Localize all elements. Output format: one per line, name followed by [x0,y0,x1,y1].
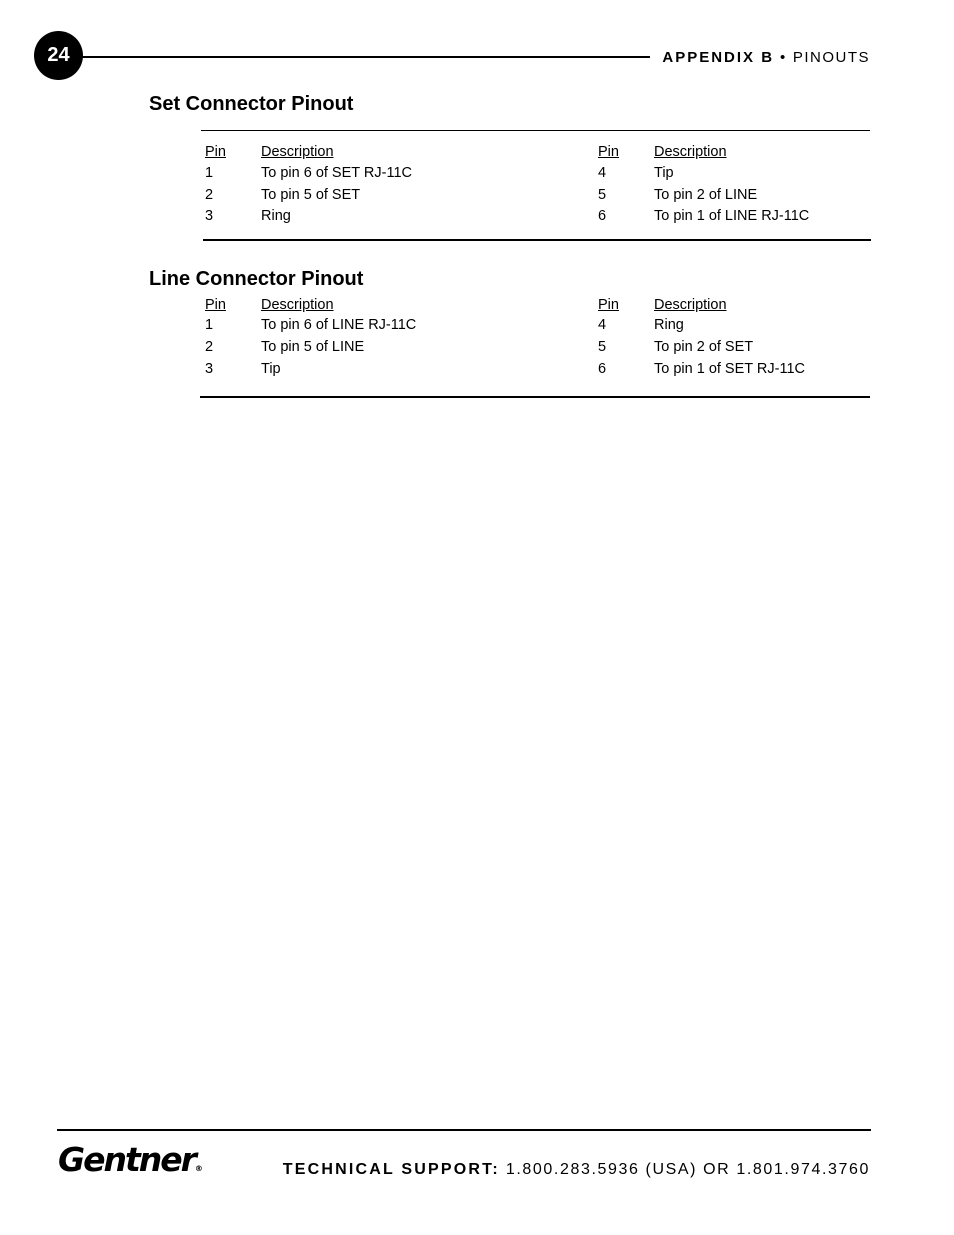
page-number-badge: 24 [34,31,83,80]
registered-mark: ® [194,1164,203,1173]
pin-description: To pin 6 of SET RJ-11C [261,165,412,181]
running-header [662,49,870,66]
pin-description: Tip [261,361,281,377]
pin-description: Ring [261,208,291,224]
support-numbers: 1.800.283.5936 (USA) OR 1.801.974.3760 [505,1161,870,1178]
pin-description: To pin 1 of SET RJ-11C [654,361,805,377]
line-connector-title: Line Connector Pinout [149,268,364,290]
section-label: PINOUTS [792,49,870,66]
header-rule [80,56,650,58]
pin-description: To pin 5 of LINE [261,339,365,355]
footer-rule [57,1129,871,1131]
pin-number: 1 [205,165,214,181]
pin-number: 4 [598,165,607,181]
pin-description: Tip [654,165,674,181]
pin-description: To pin 1 of LINE RJ-11C [654,208,810,224]
line-description-header-right: Description [654,297,727,313]
pin-number: 6 [598,361,607,377]
pin-number: 4 [598,317,607,333]
pin-number: 6 [598,208,607,224]
set-table-bottom-rule [203,239,871,241]
pin-description: To pin 6 of LINE RJ-11C [261,317,417,333]
pin-number: 3 [205,361,214,377]
line-pin-header-right: Pin [598,297,619,313]
pin-number: 2 [205,187,214,203]
appendix-label: APPENDIX B [662,49,775,66]
set-table-top-rule [201,130,870,131]
set-description-header-left: Description [261,144,334,160]
pin-number: 2 [205,339,214,355]
line-pin-header-left: Pin [205,297,226,313]
pin-description: To pin 5 of SET [261,187,361,203]
line-description-header-left: Description [261,297,334,313]
set-connector-title: Set Connector Pinout [149,93,354,115]
header-separator: • [780,49,787,66]
line-table-bottom-rule [200,396,870,398]
pin-number: 3 [205,208,214,224]
pin-number: 5 [598,187,607,203]
pin-description: To pin 2 of LINE [654,187,758,203]
technical-support-line [283,1161,870,1179]
set-pin-header-right: Pin [598,144,619,160]
gentner-logo [58,1140,203,1179]
pin-description: Ring [654,317,684,333]
set-description-header-right: Description [654,144,727,160]
pin-number: 1 [205,317,214,333]
pin-description: To pin 2 of SET [654,339,754,355]
logo-wordmark: Gentner [58,1140,195,1179]
support-label: TECHNICAL SUPPORT: [282,1161,500,1178]
set-pin-header-left: Pin [205,144,226,160]
pin-number: 5 [598,339,607,355]
